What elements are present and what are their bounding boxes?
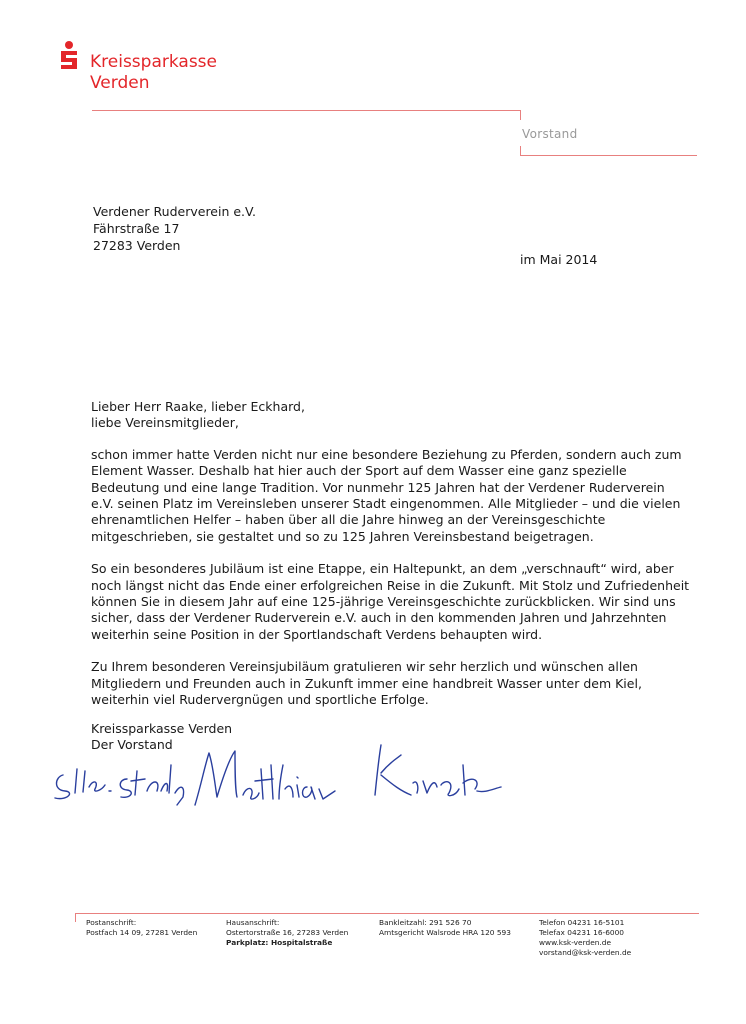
recipient-address: [93, 203, 256, 254]
bank-name-line1: Kreissparkasse: [90, 52, 217, 72]
bank-name: [90, 52, 217, 94]
signature-1b: [120, 765, 183, 805]
footer-web: www.ksk-verden.de: [539, 938, 612, 947]
letter-body: [91, 399, 691, 725]
paragraph: schon immer hatte Verden nicht nur eine besondere Beziehung zu Pferden, sondern auch zum Element Wasser. Deshalb hat hier auch der Sport auf dem Wasser eine ganz spezielle Bedeutung und eine lange Tradition. Vor nunmehr 125 Jahren hat der Verdener Ruderverein e.V. seinen Platz im Vereinsleben unserer Stadt eingenommen. Alle Mitglieder – und die vielen ehrenamtlichen Helfer – haben über all die Jahre hinweg an der Vereinsgeschichte mitgeschrieben, sie gestaltet und so zu 125 Jahren Vereinsbestand beigetragen.: [91, 446, 682, 544]
footer-house-label: Hausanschrift:: [226, 918, 280, 927]
footer-bank-code: Bankleitzahl: 291 526 70: [379, 918, 472, 927]
footer-postal: [86, 918, 197, 938]
salutation-line1: Lieber Herr Raake, lieber Eckhard,: [91, 399, 305, 414]
salutation: [91, 399, 691, 432]
footer-parking: Parkplatz: Hospitalstraße: [226, 938, 333, 947]
salutation-line2: liebe Vereinsmitglieder,: [91, 415, 239, 431]
recipient-line3: 27283 Verden: [93, 238, 181, 253]
footer-tick: [75, 913, 76, 922]
paragraph: Zu Ihrem besonderen Vereinsjubiläum gratulieren wir sehr herzlich und wünschen allen Mitgliedern und Freunden auch in Zukunft immer eine handbreit Wasser unter dem Kiel, weiterhin viel Rudervergnügen und sportliche Erfolge.: [91, 659, 642, 708]
footer-postal-label: Postanschrift:: [86, 918, 137, 927]
closing-line1: Kreissparkasse Verden: [91, 721, 233, 736]
signature-3: [375, 745, 501, 796]
footer-contact: [539, 918, 631, 958]
footer-rule: [75, 913, 699, 914]
bank-name-line2: Verden: [90, 73, 150, 93]
recipient-line1: Verdener Ruderverein e.V.: [93, 204, 256, 219]
footer-postal-value: Postfach 14 09, 27281 Verden: [86, 928, 198, 937]
signature-1: [55, 769, 111, 799]
footer-phone: Telefon 04231 16-5101: [539, 918, 625, 927]
paragraph: So ein besonderes Jubiläum ist eine Etappe, ein Haltepunkt, an dem „verschnauft“ wird, aber noch längst nicht das Ende einer erfolgreichen Reise in die Zukunft. Mit Stolz und Zufriedenheit können Sie in diesem Jahr auf eine 125-jährige Vereinsgeschichte zurückblicken. Wir sind uns sicher, dass der Verdener Ruderverein e.V. auch in den kommenden Jahren und Jahrzehnten weiterhin seine Position in der Sportlandschaft Verdens behaupten wird.: [91, 561, 690, 642]
signatures-image: [45, 735, 505, 815]
letter-date: im Mai 2014: [520, 252, 598, 267]
department-label: Vorstand: [522, 127, 578, 141]
footer-bank: [379, 918, 511, 938]
department-bracket-top: [520, 110, 521, 120]
signature-2: [195, 751, 335, 805]
footer-house-value: Ostertorstraße 16, 27283 Verden: [226, 928, 349, 937]
department-rule: [520, 155, 697, 156]
header-rule: [92, 110, 520, 111]
footer-fax: Telefax 04231 16-6000: [539, 928, 624, 937]
footer-registry: Amtsgericht Walsrode HRA 120 593: [379, 928, 511, 937]
sparkasse-logo-icon: [58, 40, 80, 74]
footer-house: [226, 918, 348, 948]
footer-email: vorstand@ksk-verden.de: [539, 948, 632, 957]
closing-line2: Der Vorstand: [91, 737, 173, 753]
recipient-line2: Fährstraße 17: [93, 221, 180, 236]
